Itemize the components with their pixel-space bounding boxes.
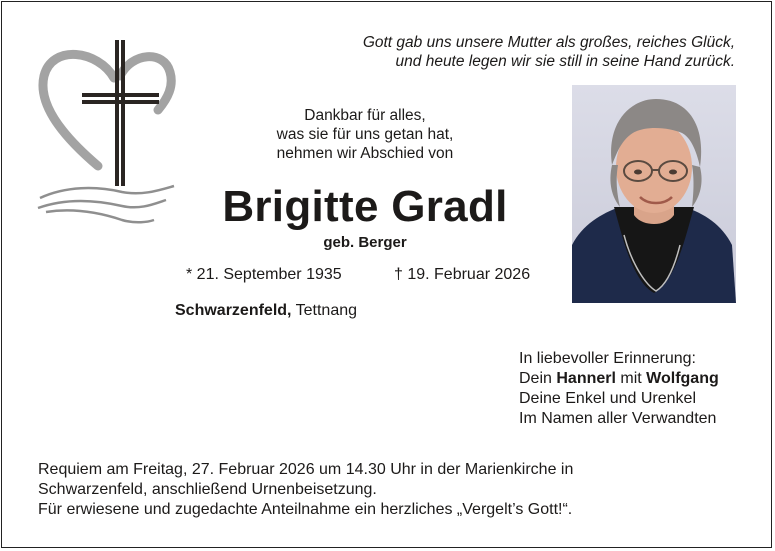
service-line-1: Requiem am Freitag, 27. Februar 2026 um 14.30 Uhr in der Marienkirche in xyxy=(38,461,574,478)
heart-outline xyxy=(43,54,114,166)
service-info xyxy=(38,460,758,520)
cross-horizontal-2 xyxy=(82,100,159,104)
service-line-2: Schwarzenfeld, anschließend Urnenbeisetzung. xyxy=(38,481,377,498)
death-date: † 19. Februar 2026 xyxy=(394,266,531,283)
cross-vertical-2 xyxy=(121,40,125,186)
intro-line-2: was sie für uns getan hat, xyxy=(276,126,454,143)
intro-line-1: Dankbar für alles, xyxy=(304,107,426,124)
wave-1 xyxy=(40,186,174,198)
thanks-line: Für erwiesene und zugedachte Anteilnahme ein herzliches „Vergelt’s Gott!“. xyxy=(38,501,573,518)
quote-line-2: und heute legen wir sie still in seine Hand zurück. xyxy=(395,53,735,70)
wave-2 xyxy=(38,200,166,208)
quote-line-1: Gott gab uns unsere Mutter als großes, reiches Glück, xyxy=(362,34,735,51)
deceased-name: Brigitte Gradl xyxy=(222,182,508,231)
residence-primary: Schwarzenfeld, xyxy=(175,302,292,319)
signature-line-1: In liebevoller Erinnerung: xyxy=(519,350,696,367)
cross-horizontal xyxy=(82,93,159,97)
cross-vertical xyxy=(115,40,119,186)
intro-text xyxy=(230,106,500,163)
intro-line-3: nehmen wir Abschied von xyxy=(276,145,454,162)
wave-3 xyxy=(46,210,154,222)
signature-text: mit xyxy=(615,370,647,387)
portrait-photo xyxy=(572,85,736,303)
signature-block xyxy=(519,349,719,429)
signature-line-2 xyxy=(519,369,719,389)
cross-heart-waves-icon xyxy=(36,36,178,232)
signature-line-4: Im Namen aller Verwandten xyxy=(519,410,717,427)
signature-text: Dein xyxy=(519,370,557,387)
maiden-name: geb. Berger xyxy=(323,234,407,251)
memorial-quote xyxy=(363,33,735,71)
signature-line-3: Deine Enkel und Urenkel xyxy=(519,390,696,407)
residence xyxy=(175,302,357,320)
birth-date: * 21. September 1935 xyxy=(186,266,342,283)
residence-secondary: Tettnang xyxy=(291,302,358,319)
signature-name-hannerl: Hannerl xyxy=(556,370,616,387)
signature-name-wolfgang: Wolfgang xyxy=(646,370,719,387)
